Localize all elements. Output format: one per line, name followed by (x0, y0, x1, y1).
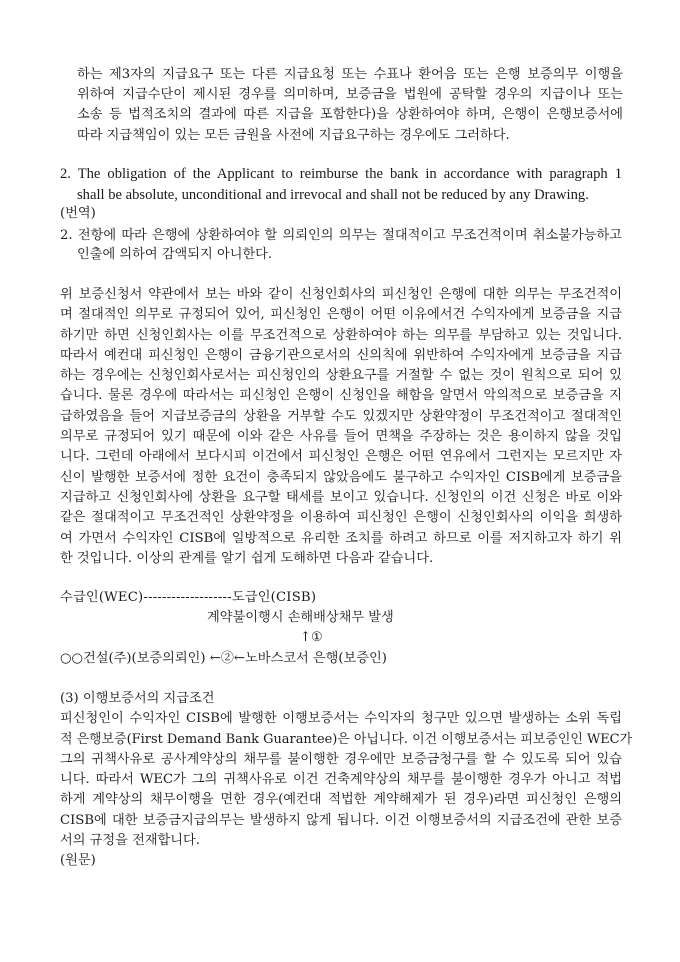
text-line: 하는 경우에는 신청인회사로서는 피신청인의 상환요구를 거절할 수 없는 것이 원칙으로 되어 있 (60, 368, 622, 383)
text-line: 하게 계약상의 채무이행을 면한 경우(예컨대 적법한 계약해제가 된 경우)라면 피신청인 은행의 (60, 792, 622, 807)
text-line: 소송 등 법적조치의 결과에 따른 지급을 포함한다)을 상환하여야 하며, 은행이 은행보증서에 (77, 107, 623, 122)
text-line: 니다. 따라서 WEC가 그의 귀책사유로 이건 건축계약상의 채무를 불이행한 경우가 아니고 적법 (60, 772, 622, 787)
diagram-arrow-label: ↑① (300, 630, 323, 645)
text-line: 신이 발행한 보증서에 정한 요건이 충족되지 않았음에도 불구하고 수익자인 CISB에게 보증금을 (60, 470, 622, 485)
text-line: 며 절대적인 의무로 규정되어 있어, 피신청인 은행이 어떤 이유에서건 수익자에게 보증금을 지급 (60, 307, 622, 322)
text-line: 인출에 의하여 감액되지 아니한다. (77, 247, 273, 262)
diagram-middle-label: 계약불이행시 손해배상채무 발생 (207, 610, 394, 625)
diagram-bottom-line: ○○건설(주)(보증의뢰인) ←②←노바스코서 은행(보증인) (60, 651, 387, 666)
text-line: 2. 전항에 따라 은행에 상환하여야 할 의뢰인의 의무는 절대적이고 무조건적이며 취소불가능하고 (60, 228, 622, 243)
text-line: 하는 제3자의 지급요구 또는 다른 지급요청 또는 수표나 환어음 또는 은행 보증의무 이행을 (77, 67, 623, 82)
text-line: 위 보증신청서 약관에서 보는 바와 같이 신청인회사의 피신청인 은행에 대한 의무는 무조건적이 (60, 287, 622, 302)
text-line: 그의 귀책사유로 공사계약상의 채무를 불이행한 경우에만 보증금청구를 할 수 있도록 되어 있습 (60, 752, 622, 767)
text-line: 여 가면서 수익자인 CISB에 일방적으로 유리한 조치를 하려고 하므로 이를 저지하고자 하기 위 (60, 531, 622, 546)
text-line: 하기만 하면 신청인회사는 이를 무조건적으로 상환하여야 하는 의무를 부담하고 있는 것입니다. (60, 328, 622, 343)
original-label: (원문) (60, 853, 96, 868)
text-line: 지급하고 신청인회사에 상환을 요구할 태세를 보이고 있습니다. 신청인의 이건 신청은 바로 이와 (60, 490, 622, 505)
section-heading: (3) 이행보증서의 지급조건 (60, 691, 215, 706)
text-line: 습니다. 물론 경우에 따라서는 피신청인 은행이 신청인을 해함을 알면서 악의적으로 보증금을 지 (60, 388, 622, 403)
translation-label: (번역) (60, 206, 96, 221)
text-line: 급하였음을 들어 지급보증금의 상환을 거부할 수도 있겠지만 상환약정이 무조건적이고 절대적인 (60, 409, 622, 424)
text-line: 서의 규정을 전재합니다. (60, 833, 200, 848)
text-line: CISB에 대한 보증금지급의무는 발생하지 않게 됩니다. 이건 이행보증서의 지급조건에 관한 보증 (60, 813, 622, 828)
text-line: 한 것입니다. 이상의 관계를 알기 쉽게 도해하면 다음과 같습니다. (60, 551, 434, 566)
text-line: shall be absolute, unconditional and irrevocal and shall not be reduced by any Drawing. (77, 187, 589, 203)
text-line: 같은 절대적이고 무조건적인 상환약정을 이용하여 피신청인 은행이 신청인회사의 이익을 희생하 (60, 510, 622, 525)
text-line: 피신청인이 수익자인 CISB에 발행한 이행보증서는 수익자의 청구만 있으면 발생하는 소위 독립 (60, 711, 622, 726)
text-line: 따라서 예컨대 피신청인 은행이 금융기관으로서의 신의칙에 위반하여 수익자에게 보증금을 지급 (60, 348, 622, 363)
text-line: 위하여 지급수단이 제시된 경우를 의미하며, 보증금을 법원에 공탁할 경우의 지급이나 또는 (77, 87, 623, 102)
text-line: 의무로 규정되어 있기 때문에 이와 같은 사유를 들어 면책을 주장하는 것은 용이하지 않을 것입 (60, 429, 622, 444)
diagram-top-line: 수급인(WEC)-------------------도급인(CISB) (60, 590, 317, 605)
text-line: 2. The obligation of the Applicant to reimburse the bank in accordance with paragraph 1 (60, 166, 622, 182)
text-line: 따라 지급책임이 있는 모든 금원을 사전에 지급요구하는 경우에도 그러하다. (77, 128, 510, 143)
text-line: 니다. 그런데 아래에서 보다시피 이건에서 피신청인 은행은 어떤 연유에서 그런지는 모르지만 자 (60, 449, 622, 464)
text-line: 적 은행보증(First Demand Bank Guarantee)은 아닙니다. 이건 이행보증서는 피보증인인 WEC가 (60, 732, 633, 747)
